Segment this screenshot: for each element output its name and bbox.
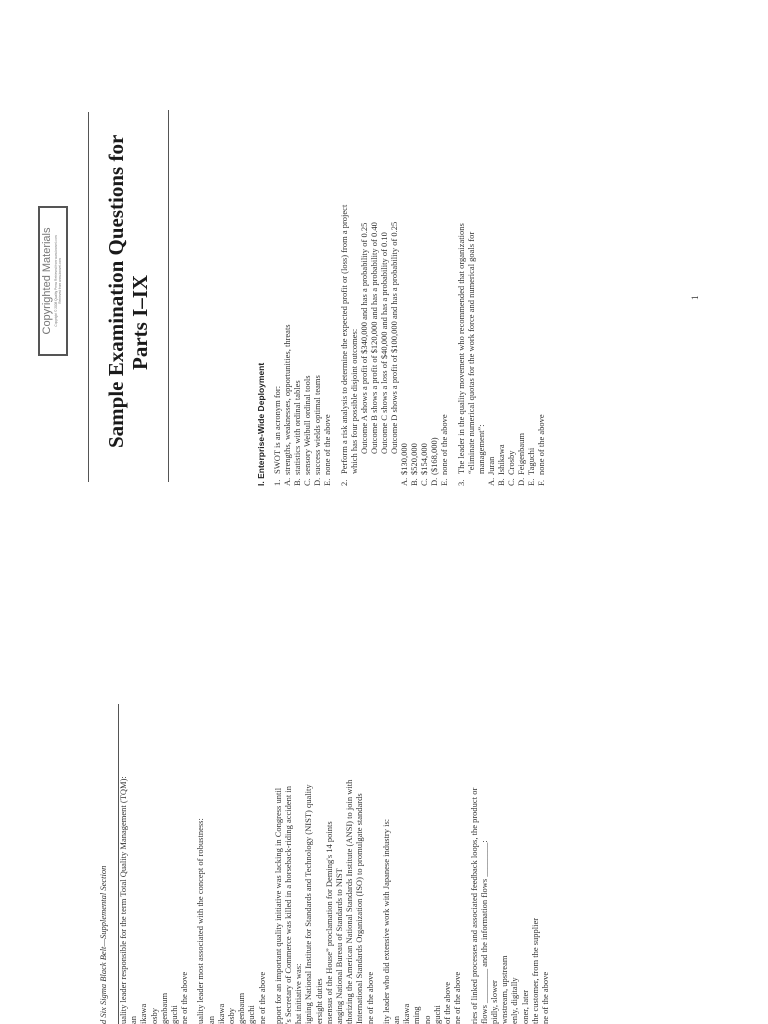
- left-page-column: [118, 704, 550, 1024]
- option: [409, 122, 419, 486]
- left-page-line: an: [205, 1015, 216, 1024]
- option-text: sensory Weibull ordinal tools: [302, 375, 312, 475]
- option: [322, 122, 332, 486]
- left-page-line: genbaum: [236, 992, 247, 1024]
- question-text-cont: which has four possible disjoint outcomes:: [349, 328, 359, 474]
- top-rule-left: [88, 112, 89, 482]
- option: [516, 122, 526, 486]
- option-text: none of the above: [536, 414, 546, 475]
- option-letter: E.: [439, 478, 449, 486]
- left-page-line: uality leader most associated with the concept of robustness:: [195, 818, 206, 1024]
- question-3: [456, 122, 466, 486]
- option-text: success wields optimal teams: [312, 375, 322, 475]
- option: [302, 122, 312, 486]
- option: [496, 122, 506, 486]
- title-line-1: Sample Examination Questions for: [104, 134, 128, 448]
- option-letter: D.: [429, 477, 439, 486]
- option-letter: C.: [506, 478, 516, 486]
- option-letter: A.: [399, 477, 409, 486]
- option: [419, 122, 429, 486]
- left-page-line: enly, digitally: [509, 977, 520, 1024]
- left-page-line: ikawa: [138, 1003, 149, 1024]
- left-page-line: ries of linked processes and associated feedback loops, the product or: [468, 787, 479, 1024]
- stamp-line-2: Retrieved from www.knovel.com: [58, 258, 62, 304]
- option: [439, 122, 449, 486]
- left-page-line: uality leader responsible for the term Total Quality Management (TQM):: [118, 776, 128, 1024]
- left-page-line: guchi: [246, 1005, 257, 1024]
- option: [536, 122, 546, 486]
- outcome: Outcome D shows a profit of $100,000 and has a probability of 0.25: [389, 221, 399, 454]
- outcome: Outcome C shows a loss of $40,000 and has a probability of 0.10: [379, 232, 389, 454]
- question-number: 2.: [339, 479, 349, 486]
- option-letter: B.: [496, 478, 506, 486]
- option: [312, 122, 322, 486]
- left-page-line: ity leader who did extensive work with Japanese industry is:: [380, 818, 391, 1024]
- option: [526, 122, 536, 486]
- questions-column: [256, 122, 546, 486]
- question-text-cont: “eliminate numerical quotas for the work force and numerical goals for: [466, 231, 476, 474]
- page-title: [104, 135, 152, 448]
- option: [506, 122, 516, 486]
- option-letter: E.: [322, 478, 332, 486]
- left-page-line: an: [128, 1015, 139, 1024]
- option: [399, 122, 409, 486]
- left-page-line: nsensus of the House” proclamation for Deming's 14 points: [323, 821, 334, 1024]
- question-text: The leader in the quality movement who recommended that organizations: [456, 223, 466, 474]
- page-number: 1: [690, 295, 700, 300]
- left-page-line: guchi: [169, 1005, 180, 1024]
- left-page-line: pport for an important quality initiative was lacking in Congress until: [272, 787, 283, 1024]
- left-page-line: International Standards Organization (ISO) to promulgate standards: [354, 793, 365, 1024]
- question-text: Perform a risk analysis to determine the expected profit or (loss) from a project: [339, 204, 349, 474]
- option-text: Feigenbaum: [516, 432, 526, 475]
- left-page-line: ne of the above: [452, 971, 463, 1024]
- left-page-line: hat initiative was:: [293, 963, 304, 1024]
- left-page-line: osby: [148, 1007, 159, 1024]
- left-page-line: anging National Bureau of Standards to NIST: [334, 868, 345, 1024]
- option-text: strengths, weaknesses, opportunities, threats: [282, 324, 292, 475]
- option-text: none of the above: [439, 414, 449, 475]
- page-top-rule: [168, 110, 169, 482]
- left-page-line: ming: [411, 1006, 422, 1024]
- outcome: Outcome A shows a profit of $340,000 and has a probability of 0.25: [359, 222, 369, 454]
- option: [429, 122, 439, 486]
- option-text: none of the above: [322, 414, 332, 475]
- option-text: statistics with ordinal tables: [292, 380, 302, 475]
- left-page-line: igning National Institute for Standards and Technology (NIST) quality: [303, 784, 314, 1024]
- option-text: Ishikawa: [496, 444, 506, 475]
- left-page-line: 's Secretary of Commerce was killed in a horseback-riding accident in: [283, 785, 294, 1024]
- left-page-line: wnstream, upstream: [499, 955, 510, 1024]
- left-page-line: oner, later: [519, 989, 530, 1024]
- left-page-line: an: [391, 1015, 402, 1024]
- left-page-line: thorizing the American National Standards Institute (ANSI) to join with: [344, 779, 355, 1024]
- left-page-line: flows ________ and the information flows ________:: [478, 840, 489, 1024]
- option-text: Taguchi: [526, 447, 536, 475]
- left-page-line: no: [421, 1015, 432, 1024]
- option-text: ($168,000): [429, 437, 439, 475]
- question-text: SWOT is an acronym for:: [272, 385, 282, 474]
- title-line-2: Parts I–IX: [128, 274, 152, 370]
- left-page-line: ne of the above: [364, 971, 375, 1024]
- stamp-main-text: Copyrighted Materials: [41, 227, 53, 335]
- option-text: Juran: [486, 456, 496, 475]
- outcome: Outcome B shows a profit of $120,000 and has a probability of 0.40: [369, 222, 379, 454]
- left-page-line: of the above: [442, 981, 453, 1024]
- left-page-line: osby: [226, 1007, 237, 1024]
- option-text: $130,000: [399, 443, 409, 475]
- left-page-line: genbaum: [158, 992, 169, 1024]
- section-heading: I. Enterprise-Wide Deployment: [256, 362, 266, 486]
- left-page-line: ersight duties: [313, 978, 324, 1024]
- left-page-line: ikawa: [215, 1003, 226, 1024]
- left-page-line: the customer, from the supplier: [529, 917, 540, 1024]
- question-2: [339, 122, 349, 486]
- question-text-cont: management”:: [476, 424, 486, 474]
- running-header: d Six Sigma Black Belt—Supplemental Section: [98, 865, 108, 1024]
- question-1: [272, 122, 282, 486]
- option-letter: D.: [312, 477, 322, 486]
- left-page-line: ne of the above: [256, 971, 267, 1024]
- option-letter: D.: [516, 477, 526, 486]
- left-page-line: ne of the above: [179, 971, 190, 1024]
- copyright-stamp: [38, 206, 68, 356]
- option-letter: A.: [282, 477, 292, 486]
- option: [282, 122, 292, 486]
- option-text: $154,000: [419, 443, 429, 475]
- left-page-line: ne of the above: [539, 971, 550, 1024]
- option-text: Crosby: [506, 450, 516, 475]
- left-page-line: ikawa: [401, 1003, 412, 1024]
- option: [486, 122, 496, 486]
- option-letter: C.: [419, 478, 429, 486]
- option: [292, 122, 302, 486]
- option-letter: E.: [526, 478, 536, 486]
- question-number: 3.: [456, 479, 466, 486]
- option-text: $520,000: [409, 443, 419, 475]
- left-page-line: guchi: [431, 1005, 442, 1024]
- option-letter: A.: [486, 477, 496, 486]
- question-number: 1.: [272, 479, 282, 486]
- option-letter: C.: [302, 478, 312, 486]
- option-letter: B.: [409, 478, 419, 486]
- stamp-line-1: Copyright © 2008 Quality Press Retrieved from www.knovel.com: [54, 235, 58, 327]
- left-page-line: pidly, slower: [488, 980, 499, 1024]
- option-letter: F.: [536, 479, 546, 486]
- option-letter: B.: [292, 478, 302, 486]
